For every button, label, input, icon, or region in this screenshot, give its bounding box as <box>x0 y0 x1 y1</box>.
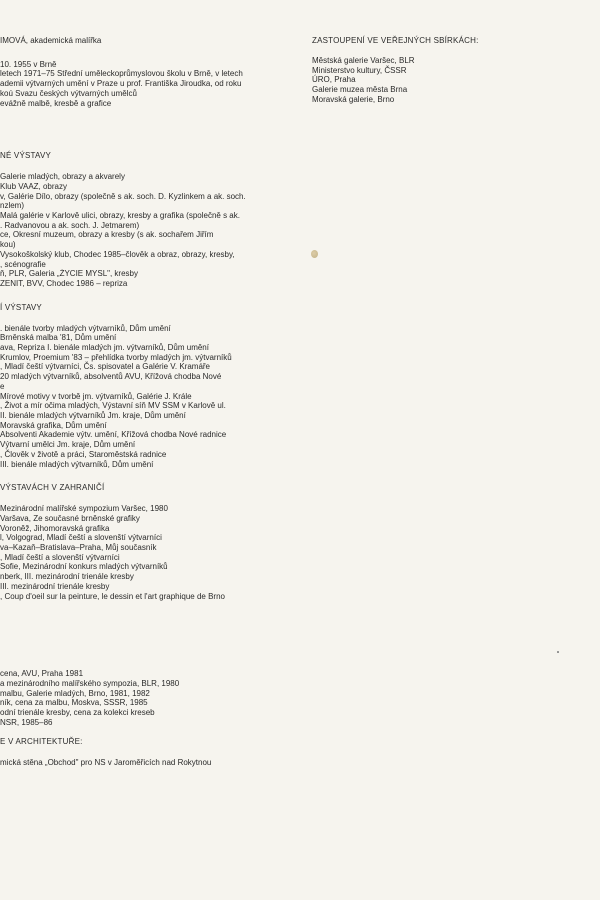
list-item: ava, Repriza I. bienále mladých jm. výtvarníků, Dům umění <box>0 343 209 353</box>
list-item: , Člověk v životě a práci, Staroměstská radnice <box>0 449 167 459</box>
list-item: cena, AVU, Praha 1981 <box>0 669 84 679</box>
solo-exhibitions-heading: NÉ VÝSTAVY <box>0 151 52 161</box>
list-item: . Radvanovou a ak. soch. J. Jetmarem) <box>0 220 140 230</box>
list-item: Mezinárodní malířské sympozium Varšec, 1980 <box>0 504 168 514</box>
right-column <box>312 36 592 105</box>
list-item: a mezinárodního malířského sympozia, BLR, 1980 <box>0 678 180 688</box>
list-item: nberk, III. mezinárodní trienále kresby <box>0 572 134 582</box>
list-item: NSR, 1985–86 <box>0 717 53 727</box>
list-item: ník, cena za malbu, Moskva, SSSR, 1985 <box>0 698 148 708</box>
intro-block <box>0 36 300 108</box>
list-item: nzlem) <box>0 201 25 211</box>
left-column <box>0 36 300 768</box>
list-item: Vysokoškolský klub, Chodec 1985–člověk a obraz, obrazy, kresby, <box>0 249 235 259</box>
collection-item: Ministerstvo kultury, ČSSR <box>312 65 407 75</box>
list-item: , Mladí čeští výtvarníci, Čs. spisovatel a Galérie V. Kramáře <box>0 362 211 372</box>
list-item: Malá galérie v Karlově ulici, obrazy, kresby a grafika (společně s ak. <box>0 211 240 221</box>
group-exhibitions <box>0 303 300 470</box>
collection-item: Městská galerie Varšec, BLR <box>312 56 415 65</box>
list-item: ň, PLR, Galeria „ŻYCIE MYSL", kresby <box>0 269 138 279</box>
list-item: Moravská grafika, Dům umění <box>0 420 107 430</box>
bio-line: ademii výtvarných umění v Praze u prof. Františka Jiroudka, od roku <box>0 79 242 89</box>
abroad-exhibitions <box>0 483 300 601</box>
list-item: Brněnská malba '81, Dům umění <box>0 333 117 343</box>
architecture-heading: E V ARCHITEKTUŘE: <box>0 737 83 747</box>
list-item: , Mladí čeští a slovenští výtvarníci <box>0 552 120 562</box>
list-item: III. bienále mladých výtvarníků, Dům umění <box>0 459 154 469</box>
list-item: ce, Okresní muzeum, obrazy a kresby (s ak. sochařem Jiřím <box>0 230 214 240</box>
abroad-exhibitions-heading: VÝSTAVÁCH V ZAHRANIČÍ <box>0 483 105 493</box>
list-item: III. mezinárodní trienále kresby <box>0 581 110 591</box>
solo-exhibitions <box>0 151 300 288</box>
list-item: , scénografie <box>0 259 46 269</box>
architecture <box>0 737 300 768</box>
artist-name-line: IMOVÁ, akademická malířka <box>0 36 102 45</box>
birth-line: 10. 1955 v Brně <box>0 59 57 69</box>
collection-item: Moravská galerie, Brno <box>312 94 395 104</box>
list-item: Varšava, Ze současné brněnské grafiky <box>0 513 140 523</box>
list-item: Krumlov, Proemium '83 – přehlídka tvorby mladých jm. výtvarníků <box>0 352 232 362</box>
list-item: Mírové motivy v tvorbě jm. výtvarníků, Galérie J. Krále <box>0 391 192 401</box>
bio-line: letech 1971–75 Střední uměleckoprůmyslovou školu v Brně, v letech <box>0 69 243 79</box>
spacer <box>0 46 300 60</box>
list-item: 20 mladých výtvarníků, absolventů AVU, Křížová chodba Nové <box>0 372 222 382</box>
list-item: l, Volgograd, Mladí čeští a slovenští výtvarníci <box>0 533 162 543</box>
paper-speck <box>557 651 559 653</box>
list-item: odní trienále kresby, cena za kolekci kreseb <box>0 708 155 718</box>
paper-stain <box>311 250 318 258</box>
list-item: e <box>0 381 5 391</box>
list-item: malbu, Galerie mladých, Brno, 1981, 1982 <box>0 688 150 698</box>
list-item: . bienále tvorby mladých výtvarníků, Dům umění <box>0 323 171 333</box>
list-item: va–Kazaň–Bratislava–Praha, Můj současník <box>0 543 157 553</box>
list-item: v, Galérie Dílo, obrazy (společně s ak. soch. D. Kyzlinkem a ak. soch. <box>0 191 246 201</box>
list-item: II. bienále mladých výtvarníků Jm. kraje, Dům umění <box>0 410 186 420</box>
group-exhibitions-heading: Í VÝSTAVY <box>0 302 42 312</box>
list-item: Klub VAAZ, obrazy <box>0 181 67 191</box>
list-item: mická stěna „Obchod" pro NS v Jaroměřicích nad Rokytnou <box>0 758 212 768</box>
list-item: Výtvarní umělci Jm. kraje, Dům umění <box>0 440 136 450</box>
list-item: Sofie, Mezinárodní konkurs mladých výtvarníků <box>0 562 168 572</box>
list-item: Galerie mladých, obrazy a akvarely <box>0 172 125 182</box>
list-item: Voroněž, Jihomoravská grafika <box>0 523 110 533</box>
list-item: ZENIT, BVV, Chodec 1986 – repriza <box>0 278 128 288</box>
public-collections-heading: ZASTOUPENÍ VE VEŘEJNÝCH SBÍRKÁCH: <box>312 36 479 45</box>
collection-item: Galerie muzea města Brna <box>312 85 408 95</box>
list-item: , Coup d'oeil sur la peinture, le dessin et l'art graphique de Brno <box>0 591 225 601</box>
awards <box>0 669 300 727</box>
collection-item: ÚRO, Praha <box>312 75 356 85</box>
list-item: , Život a mír očima mladých, Výstavní síň MV SSM v Karlově ul. <box>0 401 226 411</box>
list-item: kou) <box>0 240 16 250</box>
bio-line: koú Svazu českých výtvarných umělců <box>0 88 137 98</box>
bio-line: evážně malbě, kresbě a grafice <box>0 98 112 108</box>
list-item: Absolventi Akademie výtv. umění, Křížová chodba Nové radnice <box>0 430 227 440</box>
